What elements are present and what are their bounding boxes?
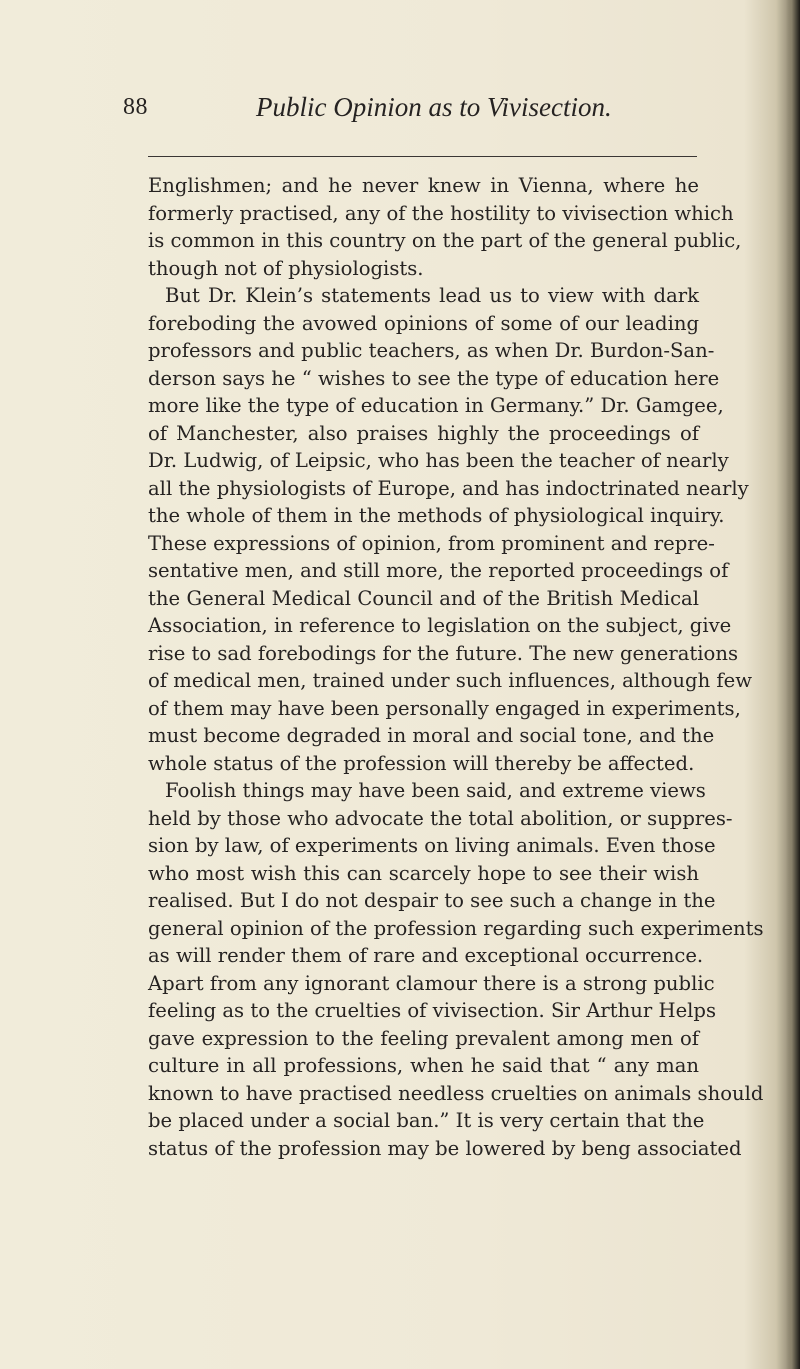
text-line: whole status of the profession will thereby be affected. xyxy=(148,751,695,775)
text-line: as will render them of rare and exceptional occurrence. xyxy=(148,944,704,967)
page-edge-shadow xyxy=(786,0,800,1369)
text-line: held by those who advocate the total abolition, or suppres- xyxy=(148,806,733,830)
text-line: the General Medical Council and of the British Medical xyxy=(148,586,699,610)
text-line: formerly practised, any of the hostility to vivisection which xyxy=(148,201,734,225)
text-line: though not of physiologists. xyxy=(148,256,424,280)
text-line: all the physiologists of Europe, and has indoctrinated nearly xyxy=(148,476,749,500)
running-head: Public Opinion as to Vivisection. xyxy=(256,92,612,122)
text-line: sion by law, of experiments on living animals. Even those xyxy=(148,834,716,857)
text-line: general opinion of the profession regarding such experiments xyxy=(148,916,764,940)
text-line: known to have practised needless cruelties on animals should xyxy=(148,1081,764,1105)
text-line: must become degraded in moral and social tone, and the xyxy=(148,724,715,747)
body-text xyxy=(148,172,764,1162)
text-line: who most wish this can scarcely hope to see their wish xyxy=(148,861,699,885)
text-line: Association, in reference to legislation on the subject, give xyxy=(148,614,732,637)
text-line: realised. But I do not despair to see such a change in the xyxy=(148,889,716,912)
text-line: These expressions of opinion, from prominent and repre- xyxy=(148,531,715,555)
page-number: 88 xyxy=(123,94,148,120)
text-line: of Manchester, also praises highly the proceedings of xyxy=(148,421,699,445)
text-line: Englishmen; and he never knew in Vienna, where he xyxy=(148,174,699,197)
text-line: status of the profession may be lowered by beng associated xyxy=(148,1136,742,1160)
text-line: sentative men, and still more, the reported proceedings of xyxy=(148,559,729,582)
text-line: But Dr. Klein’s statements lead us to view with dark xyxy=(165,284,699,307)
text-line: culture in all professions, when he said that “ any man xyxy=(148,1054,699,1077)
text-line: foreboding the avowed opinions of some of our leading xyxy=(148,311,699,335)
text-line: the whole of them in the methods of physiological inquiry. xyxy=(148,504,725,527)
page-header xyxy=(123,92,683,136)
text-line: feeling as to the cruelties of vivisection. Sir Arthur Helps xyxy=(148,999,717,1022)
text-line: be placed under a social ban.” It is very certain that the xyxy=(148,1109,705,1132)
text-line: rise to sad forebodings for the future. The new generations xyxy=(148,641,739,665)
text-line: is common in this country on the part of the general public, xyxy=(148,229,742,252)
text-line: derson says he “ wishes to see the type of education here xyxy=(148,366,720,390)
text-line: Dr. Ludwig, of Leipsic, who has been the teacher of nearly xyxy=(148,449,729,472)
header-rule xyxy=(148,156,697,157)
text-line: Foolish things may have been said, and extreme views xyxy=(165,779,706,802)
text-line: professors and public teachers, as when Dr. Burdon-San- xyxy=(148,339,715,362)
text-line: more like the type of education in Germany.” Dr. Gamgee, xyxy=(148,394,724,417)
text-line: of medical men, trained under such influences, although few xyxy=(148,669,753,692)
text-line: Apart from any ignorant clamour there is a strong public xyxy=(148,971,715,995)
text-line: of them may have been personally engaged in experiments, xyxy=(148,696,741,720)
text-line: gave expression to the feeling prevalent among men of xyxy=(148,1026,699,1050)
